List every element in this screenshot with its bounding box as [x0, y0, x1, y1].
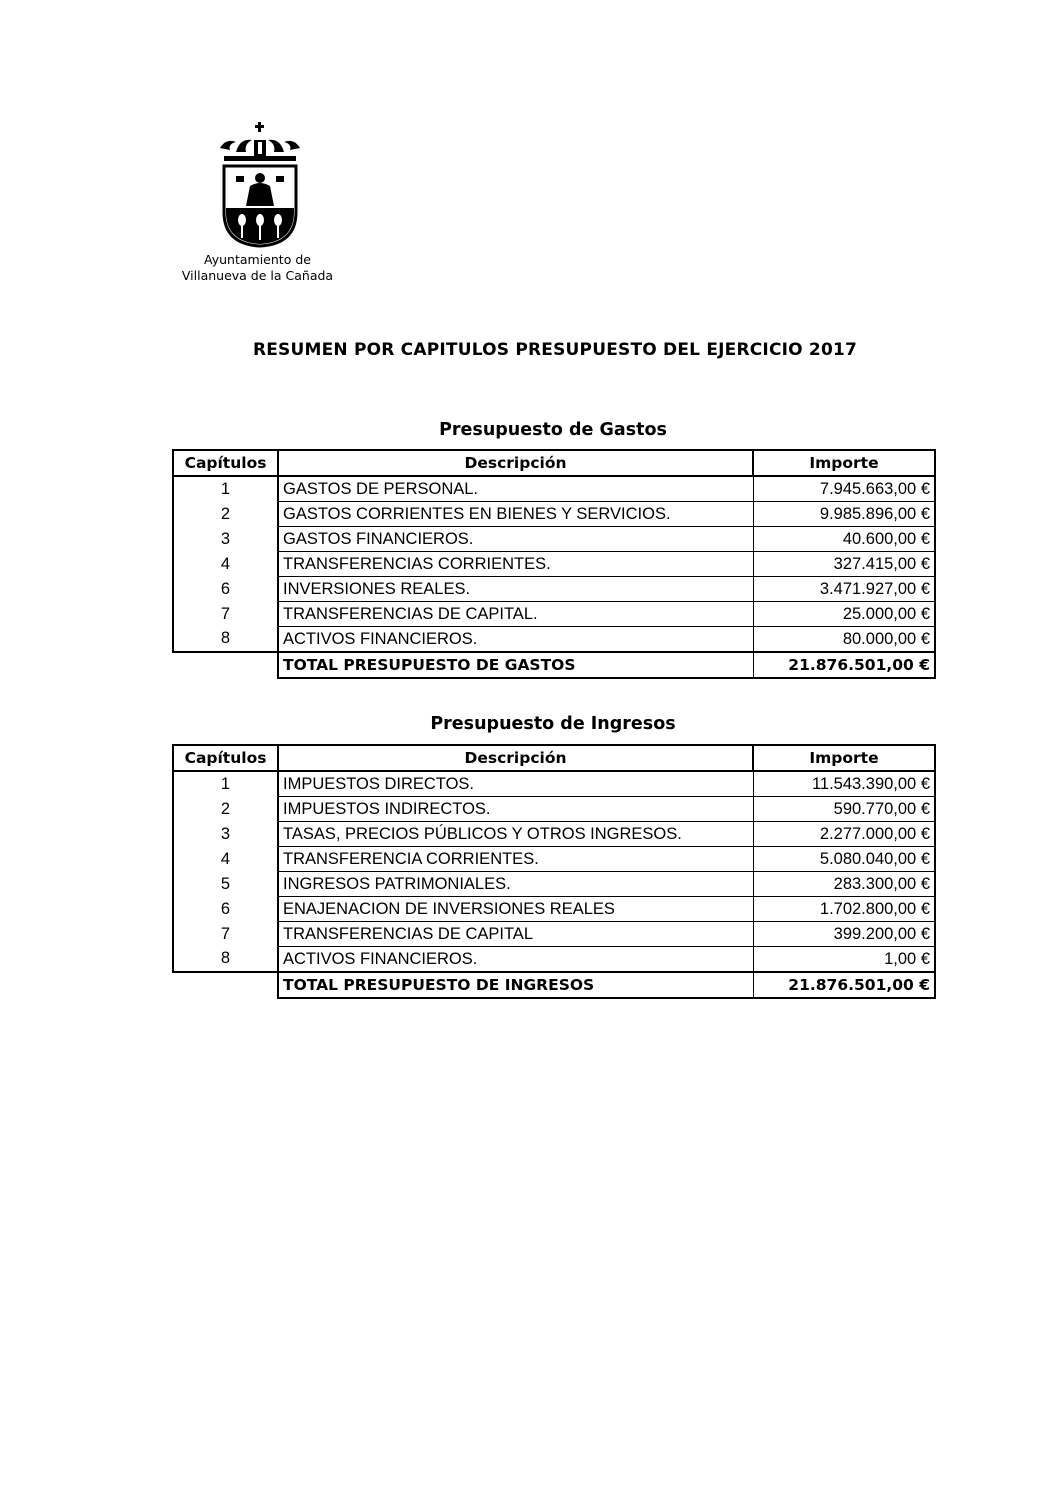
amount-cell: 399.200,00 € [753, 922, 935, 947]
table-row [173, 897, 935, 922]
amount-cell: 25.000,00 € [753, 602, 935, 627]
amount-cell: 2.277.000,00 € [753, 822, 935, 847]
total-amount: 21.876.501,00 € [753, 972, 935, 998]
amount-cell: 9.985.896,00 € [753, 502, 935, 527]
table-row [173, 502, 935, 527]
total-label: TOTAL PRESUPUESTO DE INGRESOS [278, 972, 753, 998]
column-header-description: Descripción [278, 745, 753, 771]
table-header-row [173, 745, 935, 771]
description-cell: GASTOS DE PERSONAL. [278, 476, 753, 502]
description-cell: INVERSIONES REALES. [278, 577, 753, 602]
description-cell: IMPUESTOS DIRECTOS. [278, 771, 753, 797]
gastos-section-title: Presupuesto de Gastos [439, 420, 667, 440]
amount-cell: 3.471.927,00 € [753, 577, 935, 602]
total-amount: 21.876.501,00 € [753, 652, 935, 678]
ingresos-section-title: Presupuesto de Ingresos [430, 714, 676, 734]
municipal-coat-of-arms-logo [210, 120, 310, 250]
description-cell: GASTOS FINANCIEROS. [278, 527, 753, 552]
chapter-cell: 8 [173, 627, 278, 653]
chapter-cell: 7 [173, 922, 278, 947]
table-row [173, 771, 935, 797]
empty-cell [173, 652, 278, 678]
table-row [173, 476, 935, 502]
amount-cell: 283.300,00 € [753, 872, 935, 897]
amount-cell: 1,00 € [753, 947, 935, 973]
amount-cell: 5.080.040,00 € [753, 847, 935, 872]
amount-cell: 327.415,00 € [753, 552, 935, 577]
table-row [173, 797, 935, 822]
chapter-cell: 6 [173, 577, 278, 602]
table-row [173, 577, 935, 602]
chapter-cell: 7 [173, 602, 278, 627]
amount-cell: 1.702.800,00 € [753, 897, 935, 922]
chapter-cell: 1 [173, 476, 278, 502]
column-header-amount: Importe [753, 745, 935, 771]
amount-cell: 80.000,00 € [753, 627, 935, 653]
chapter-cell: 4 [173, 552, 278, 577]
document-title: RESUMEN POR CAPITULOS PRESUPUESTO DEL EJERCICIO 2017 [252, 340, 858, 360]
organization-name [170, 252, 345, 284]
description-cell: TASAS, PRECIOS PÚBLICOS Y OTROS INGRESOS. [278, 822, 753, 847]
table-row [173, 552, 935, 577]
column-header-description: Descripción [278, 450, 753, 476]
description-cell: GASTOS CORRIENTES EN BIENES Y SERVICIOS. [278, 502, 753, 527]
table-row [173, 872, 935, 897]
table-row [173, 527, 935, 552]
amount-cell: 40.600,00 € [753, 527, 935, 552]
description-cell: TRANSFERENCIAS DE CAPITAL. [278, 602, 753, 627]
amount-cell: 590.770,00 € [753, 797, 935, 822]
column-header-chapter: Capítulos [173, 745, 278, 771]
chapter-cell: 6 [173, 897, 278, 922]
table-row [173, 627, 935, 653]
table-row [173, 922, 935, 947]
chapter-cell: 2 [173, 502, 278, 527]
description-cell: IMPUESTOS INDIRECTOS. [278, 797, 753, 822]
empty-cell [173, 972, 278, 998]
description-cell: TRANSFERENCIAS CORRIENTES. [278, 552, 753, 577]
description-cell: ENAJENACION DE INVERSIONES REALES [278, 897, 753, 922]
organization-line-2: Villanueva de la Cañada [181, 268, 334, 283]
chapter-cell: 5 [173, 872, 278, 897]
chapter-cell: 1 [173, 771, 278, 797]
description-cell: TRANSFERENCIA CORRIENTES. [278, 847, 753, 872]
description-cell: ACTIVOS FINANCIEROS. [278, 627, 753, 653]
gastos-table [172, 449, 936, 679]
table-row [173, 947, 935, 973]
column-header-chapter: Capítulos [173, 450, 278, 476]
chapter-cell: 4 [173, 847, 278, 872]
table-header-row [173, 450, 935, 476]
total-label: TOTAL PRESUPUESTO DE GASTOS [278, 652, 753, 678]
description-cell: TRANSFERENCIAS DE CAPITAL [278, 922, 753, 947]
amount-cell: 11.543.390,00 € [753, 771, 935, 797]
description-cell: ACTIVOS FINANCIEROS. [278, 947, 753, 973]
table-row [173, 847, 935, 872]
total-row [173, 652, 935, 678]
total-row [173, 972, 935, 998]
ingresos-table [172, 744, 936, 999]
chapter-cell: 3 [173, 527, 278, 552]
description-cell: INGRESOS PATRIMONIALES. [278, 872, 753, 897]
amount-cell: 7.945.663,00 € [753, 476, 935, 502]
chapter-cell: 8 [173, 947, 278, 973]
chapter-cell: 2 [173, 797, 278, 822]
column-header-amount: Importe [753, 450, 935, 476]
table-row [173, 822, 935, 847]
organization-line-1: Ayuntamiento de [204, 252, 311, 267]
table-row [173, 602, 935, 627]
chapter-cell: 3 [173, 822, 278, 847]
